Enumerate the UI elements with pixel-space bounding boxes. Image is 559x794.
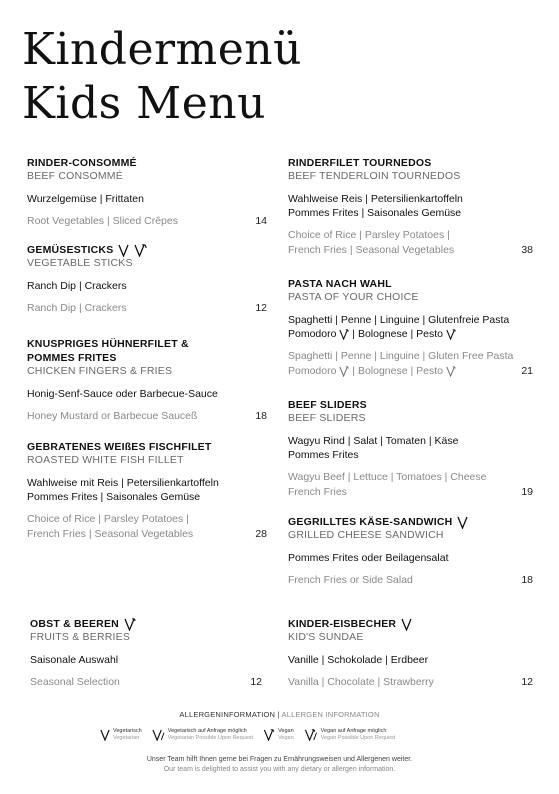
item-name-en: BEEF CONSOMMÉ — [27, 170, 123, 182]
item-name: PASTA NACH WAHL — [288, 278, 392, 290]
item-description: Spaghetti | Penne | Linguine | Glutenfreie Pasta Pomodoro | Bolognese | Pesto — [288, 314, 510, 340]
allergen-legend — [100, 728, 460, 742]
vegan-icon — [263, 729, 275, 741]
item-name: OBST & BEEREN — [30, 618, 119, 630]
item-name-en: VEGETABLE STICKS — [27, 257, 133, 269]
vegetarian-icon — [401, 618, 412, 631]
menu-title-en: Kids Menu — [22, 78, 266, 129]
item-name: GEMÜSESTICKS — [27, 244, 114, 256]
item-name-en: ROASTED WHITE FISH FILLET — [27, 454, 184, 466]
vegan-icon — [339, 329, 349, 340]
vegan-icon — [339, 366, 349, 377]
item-description: Wahlweise mit Reis | Petersilienkartoffeln Pommes Frites | Saisonales Gemüse — [27, 477, 219, 503]
vegetarian-on-request-icon — [152, 729, 165, 741]
item-description-en: Ranch Dip | Crackers — [27, 302, 127, 314]
item-name: GEBRATENES WEIßES FISCHFILET — [27, 441, 212, 453]
item-price: 18 — [255, 410, 267, 422]
item-description-en: Root Vegetables | Sliced Crêpes — [27, 215, 178, 227]
menu-item — [27, 156, 267, 229]
vegetarian-icon — [118, 244, 129, 257]
item-price: 28 — [255, 528, 267, 540]
vegetarian-icon — [457, 516, 468, 529]
menu-item — [27, 440, 267, 542]
item-description-en: Spaghetti | Penne | Linguine | Gluten Free Pasta Pomodoro | Bolognese | Pesto — [288, 350, 514, 377]
allergen-info-heading: ALLERGENINFORMATION | ALLERGEN INFORMATION — [179, 710, 380, 719]
item-name-en: CHICKEN FINGERS & FRIES — [27, 365, 173, 377]
item-description: Wagyu Rind | Salat | Tomaten | Käse Pommes Frites — [288, 435, 459, 461]
item-price: 12 — [250, 676, 262, 688]
item-name-en: BEEF SLIDERS — [288, 412, 366, 424]
item-price: 21 — [521, 365, 533, 377]
vegan-on-request-icon — [134, 244, 147, 257]
item-description-en: Honey Mustard or Barbecue Sauceß — [27, 410, 198, 422]
item-description: Ranch Dip | Crackers — [27, 280, 127, 292]
item-name-en: PASTA OF YOUR CHOICE — [288, 291, 419, 303]
item-description-en: Wagyu Beef | Lettuce | Tomatoes | Cheese French Fries — [288, 471, 487, 498]
item-description: Pommes Frites oder Beilagensalat — [288, 552, 449, 564]
menu-item — [288, 156, 533, 258]
item-description-en: Vanilla | Chocolate | Strawberry — [288, 676, 434, 688]
item-description: Wurzelgemüse | Frittaten — [27, 193, 144, 205]
vegan-icon — [124, 618, 136, 631]
item-description: Saisonale Auswahl — [30, 654, 119, 666]
legend-item: Vegetarisch Vegetarian — [100, 728, 142, 742]
vegan-icon — [446, 366, 456, 377]
item-price: 38 — [521, 244, 533, 256]
menu-item — [288, 277, 533, 379]
legend-item: Vegetarisch auf Anfrage möglich Vegetarian Possible Upon Request — [152, 728, 253, 742]
menu-item — [30, 617, 262, 690]
item-description-en: Choice of Rice | Parsley Potatoes | French Fries | Seasonal Vegetables — [27, 513, 194, 540]
vegan-on-request-icon — [304, 729, 318, 741]
item-description: Wahlweise Reis | Petersilienkartoffeln Pommes Frites | Saisonales Gemüse — [288, 193, 463, 219]
item-description-en: Seasonal Selection — [30, 676, 120, 688]
menu-item — [288, 398, 533, 500]
item-price: 19 — [521, 486, 533, 498]
item-name-en: BEEF TENDERLOIN TOURNEDOS — [288, 170, 461, 182]
item-price: 14 — [255, 215, 267, 227]
item-name-en: FRUITS & BERRIES — [30, 631, 131, 643]
item-price: 12 — [521, 676, 533, 688]
item-price: 12 — [255, 302, 267, 314]
menu-item — [288, 617, 533, 690]
item-name: BEEF SLIDERS — [288, 399, 367, 411]
menu-item — [27, 337, 267, 424]
menu-item — [27, 243, 267, 316]
item-description-en: Choice of Rice | Parsley Potatoes | French Fries | Seasonal Vegetables — [288, 229, 455, 256]
item-price: 18 — [521, 574, 533, 586]
vegan-icon — [446, 329, 456, 340]
item-name: RINDER-CONSOMMÉ — [27, 157, 137, 169]
item-name: RINDERFILET TOURNEDOS — [288, 157, 432, 169]
vegetarian-icon — [100, 729, 110, 741]
item-description: Honig-Senf-Sauce oder Barbecue-Sauce — [27, 388, 218, 400]
item-name-en: KID'S SUNDAE — [288, 631, 364, 643]
menu-item — [288, 515, 533, 588]
item-name: KNUSPRIGES HÜHNERFILET & POMMES FRITES — [27, 338, 189, 364]
item-name: KINDER-EISBECHER — [288, 618, 397, 630]
menu-title-de: Kindermenü — [22, 24, 302, 75]
item-name-en: GRILLED CHEESE SANDWICH — [288, 529, 444, 541]
item-description-en: French Fries or Side Salad — [288, 574, 413, 586]
item-description: Vanille | Schokolade | Erdbeer — [288, 654, 429, 666]
item-name: GEGRILLTES KÄSE-SANDWICH — [288, 516, 453, 528]
dietary-assistance-note: Unser Team hilft Ihnen gerne bei Fragen zu Ernährungsweisen und Allergenen weiter. Our team is delighted to assist you with any dietary or allergen information. — [146, 756, 413, 773]
legend-item: Vegan auf Anfrage möglich Vegan Possible Upon Request — [304, 728, 396, 742]
legend-item: Vegan Vegan — [263, 728, 294, 742]
